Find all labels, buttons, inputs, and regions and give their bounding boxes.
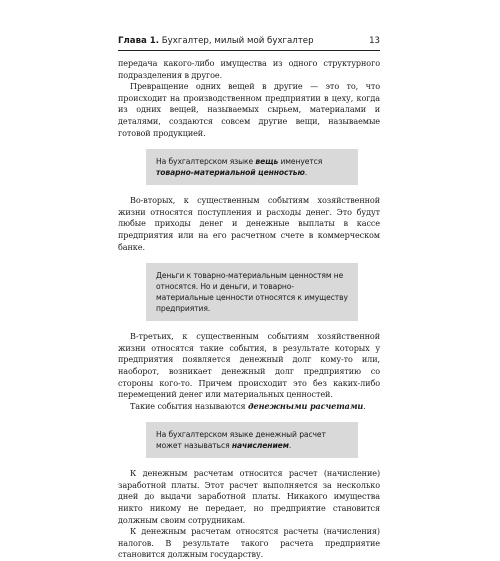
term-emphasis: денежными расчетами	[248, 400, 364, 411]
paragraph-part: .	[363, 400, 366, 411]
chapter-title: Бухгалтер, милый мой бухгалтер	[159, 36, 314, 46]
callout-text-part: На бухгалтерском языке	[156, 157, 256, 167]
callout-text-part: На бухгалтерском языке денежный расчет может называться	[156, 430, 326, 451]
paragraph: передача какого-либо имущества из одного структурного подразделения в другое.	[118, 58, 380, 80]
paragraph: К денежным расчетам относятся расчеты (начисления) налогов. В результате такого расчета предприятие становится должным государству.	[118, 526, 380, 560]
callout-text-part: .	[304, 168, 308, 178]
chapter-label: Глава 1.	[118, 36, 160, 46]
callout-box	[146, 149, 358, 185]
term-emphasis: вещь	[255, 157, 279, 167]
paragraph: В-третьих, к существенным событиям хозяйственной жизни относятся такие события, в результате которых у предприятия появляется денежный долг кому-то или, наоборот, возникает денежный долг предприятию со стороны кого-то. Причем происходит это без каких-либо перемещений денег или материальных ценностей.	[118, 331, 380, 400]
paragraph-part: Такие события называются	[130, 400, 249, 411]
page-body	[118, 58, 380, 561]
callout-text: Деньги к товарно-материальным ценностям не относятся. Но и деньги, и товарно-материальные ценности относятся к имуществу предприятия.	[156, 271, 348, 314]
paragraph: К денежным расчетам относится расчет (начисление) заработной платы. Этот расчет выполняется за несколько дней до выдачи заработной платы. Никакого имущества никто никому не передает, но предприятие становится должным своим сотрудникам.	[118, 468, 380, 525]
callout-text	[156, 156, 350, 178]
callout-box	[146, 263, 358, 321]
callout-box	[146, 422, 358, 458]
callout-text-part: именуется	[278, 157, 323, 167]
callout-text	[156, 429, 350, 451]
running-header	[118, 34, 380, 51]
term-emphasis: товарно-материальной ценностью	[156, 168, 305, 178]
paragraph: Превращение одних вещей в другие — это то, что происходит на производственном предприятии в цеху, когда из одних вещей, называемых сырьем, материалами и деталями, создаются совсем другие вещи, называемые готовой продукцией.	[118, 81, 380, 138]
paragraph	[118, 401, 380, 413]
paragraph: Во-вторых, к существенным событиям хозяйственной жизни относятся поступления и расходы денег. Это будут любые приходы денег и денежные выплаты в кассе предприятия или на его расчетном счете в коммерческом банке.	[118, 195, 380, 252]
term-emphasis: начислением	[231, 441, 289, 451]
callout-text-part: .	[288, 441, 292, 451]
page-number: 13	[369, 36, 380, 46]
